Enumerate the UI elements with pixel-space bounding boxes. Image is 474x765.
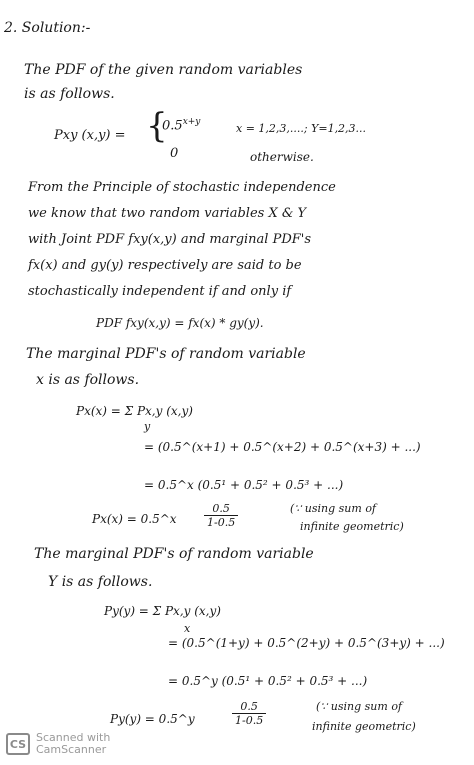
marginal-y-line-2: Y is as follows. xyxy=(48,574,153,590)
independence-equation: PDF fxy(x,y) = fx(x) * gy(y). xyxy=(96,316,264,330)
py-fraction-numerator: 0.5 xyxy=(232,700,266,714)
px-step-3: = 0.5^x (0.5¹ + 0.5² + 0.5³ + ...) xyxy=(144,478,344,492)
marginal-x-line-1: The marginal PDF's of random variable xyxy=(26,346,306,362)
marginal-y-line-1: The marginal PDF's of random variable xyxy=(34,546,314,562)
py-step-3: = 0.5^y (0.5¹ + 0.5² + 0.5³ + ...) xyxy=(168,674,368,688)
px-step-2: = (0.5^(x+1) + 0.5^(x+2) + 0.5^(x+3) + ...) xyxy=(144,440,421,454)
pdf-case-1: $0.5^{x+y}$ xyxy=(162,117,201,134)
py-note: (∵ using sum of xyxy=(316,700,403,713)
py-fraction xyxy=(232,700,266,727)
watermark-line-1: Scanned with xyxy=(36,731,111,744)
para-line-5: stochastically independent if and only if xyxy=(28,284,292,299)
intro-line-1: The PDF of the given random variables xyxy=(24,62,303,78)
px-fraction xyxy=(204,502,238,529)
py-fraction-denominator: 1-0.5 xyxy=(235,714,264,727)
py-step-4: Py(y) = 0.5^y xyxy=(110,712,195,726)
px-step-1: Px(x) = Σ Px,y (x,y) xyxy=(76,404,193,418)
para-line-2: we know that two random variables X & Y xyxy=(28,206,307,221)
py-sum-index: x xyxy=(184,622,191,635)
pdf-brace: { xyxy=(146,106,168,146)
para-line-3: with Joint PDF fxy(x,y) and marginal PDF's xyxy=(28,232,312,247)
pdf-case-2: 0 xyxy=(170,146,179,161)
px-sum-index: y xyxy=(144,420,151,433)
solution-heading: 2. Solution:- xyxy=(4,20,91,36)
px-fraction-numerator: 0.5 xyxy=(204,502,238,516)
para-line-1: From the Principle of stochastic independence xyxy=(28,180,336,195)
camscanner-watermark xyxy=(6,732,110,756)
intro-line-2: is as follows. xyxy=(24,86,115,102)
py-note-2: infinite geometric) xyxy=(312,720,416,733)
pdf-case-1-condition: x = 1,2,3,....; Y=1,2,3... xyxy=(236,122,367,135)
para-line-4: fx(x) and gy(y) respectively are said to be xyxy=(28,258,302,273)
pdf-case-2-condition: otherwise. xyxy=(250,150,314,164)
camscanner-text xyxy=(36,732,110,756)
watermark-line-2: CamScanner xyxy=(36,743,107,756)
px-fraction-denominator: 1-0.5 xyxy=(207,516,236,529)
py-step-2: = (0.5^(1+y) + 0.5^(2+y) + 0.5^(3+y) + ...) xyxy=(168,636,445,650)
px-note: (∵ using sum of xyxy=(290,502,377,515)
px-note-2: infinite geometric) xyxy=(300,520,404,533)
px-step-4: Px(x) = 0.5^x xyxy=(92,512,177,526)
camscanner-logo: CS xyxy=(6,733,30,755)
py-step-1: Py(y) = Σ Px,y (x,y) xyxy=(104,604,221,618)
marginal-x-line-2: x is as follows. xyxy=(36,372,140,388)
pdf-lhs: Pxy (x,y) = xyxy=(54,128,126,143)
